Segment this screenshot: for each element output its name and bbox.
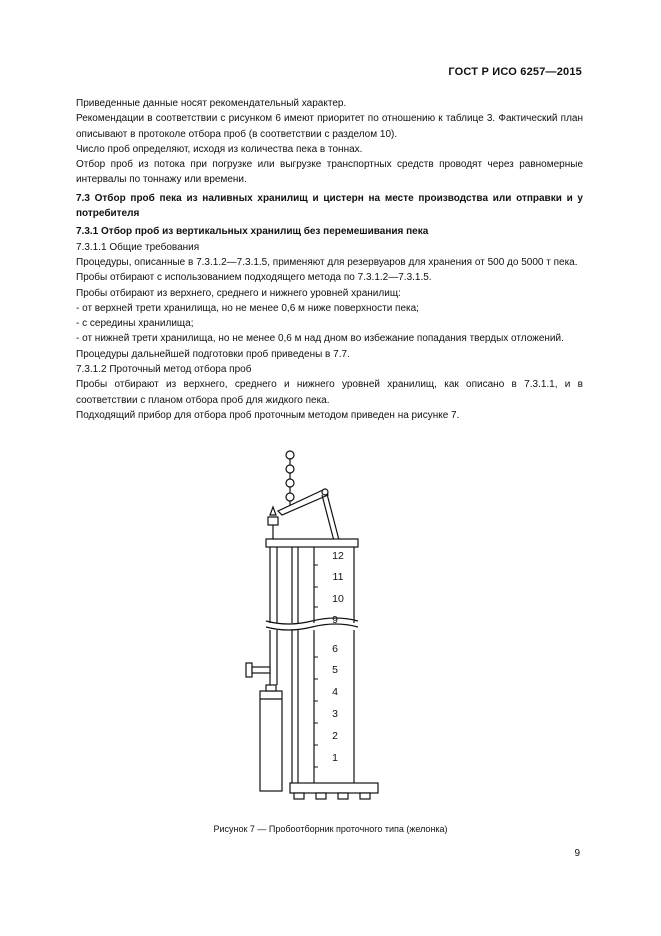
scale-label: 4 (332, 686, 338, 698)
scale-label: 9 (332, 614, 338, 626)
scale-label: 10 (332, 593, 344, 605)
paragraph: Пробы отбирают из верхнего, среднего и нижнего уровней хранилищ: (76, 287, 401, 299)
section-heading-7-3: 7.3 Отбор проб пека из наливных хранилищ и цистерн на месте производства или отправки и у потребителя (76, 192, 583, 220)
sampler-figure (230, 445, 390, 817)
scale-label: 3 (332, 708, 338, 720)
scale-label: 6 (332, 643, 338, 655)
paragraph: Рекомендации в соответствии с рисунком 6 имеют приоритет по отношению к таблице 3. Фактический план описывают в протоколе отбора проб (в соответствии с разделом 10). (76, 113, 583, 140)
chain-bead (286, 465, 294, 473)
list-item: - от нижней трети хранилища, но не менее 0,6 м над дном во избежание попадания твердых отложений. (76, 333, 564, 345)
chain-bead (286, 493, 294, 501)
subsubsection-heading-7-3-1-2: 7.3.1.2 Проточный метод отбора проб (76, 364, 252, 376)
paragraph: Число проб определяют, исходя из количества пека в тоннах. (76, 143, 363, 155)
page-header: ГОСТ Р ИСО 6257—2015 (448, 66, 582, 78)
scale-label: 1 (332, 752, 338, 764)
page-number: 9 (574, 848, 580, 859)
scale-label: 12 (332, 550, 344, 562)
chain-bead (286, 479, 294, 487)
paragraph: Приведенные данные носят рекомендательный характер. (76, 98, 347, 109)
paragraph: Процедуры, описанные в 7.3.1.2—7.3.1.5, применяют для резервуаров для хранения от 500 до 5000 т пека. (76, 256, 578, 268)
figure-caption: Рисунок 7 — Пробоотборник проточного типа (желонка) (213, 824, 448, 834)
paragraph: Процедуры дальнейшей подготовки проб приведены в 7.7. (76, 348, 350, 360)
scale-label: 2 (332, 730, 338, 742)
body-text (76, 96, 583, 423)
paragraph: Отбор проб из потока при погрузке или выгрузке транспортных средств проводят через равномерные интервалы по тоннажу или времени. (76, 159, 583, 186)
list-item: - с середины хранилища; (76, 318, 194, 330)
list-item: - от верхней трети хранилища, но не менее 0,6 м ниже поверхности пека; (76, 302, 419, 314)
subsection-heading-7-3-1: 7.3.1 Отбор проб из вертикальных хранилищ без перемешивания пека (76, 226, 429, 238)
chain-bead (286, 451, 294, 459)
paragraph: Подходящий прибор для отбора проб проточным методом приведен на рисунке 7. (76, 409, 460, 421)
scale-label: 11 (332, 571, 344, 583)
scale-label: 5 (332, 664, 338, 676)
paragraph: Пробы отбирают с использованием подходящего метода по 7.3.1.2—7.3.1.5. (76, 272, 432, 284)
subsubsection-heading-7-3-1-1: 7.3.1.1 Общие требования (76, 241, 200, 253)
paragraph: Пробы отбирают из верхнего, среднего и нижнего уровней хранилищ, как описано в 7.3.1.1, и в соответствии с планом отбора проб для жидкого пека. (76, 379, 583, 406)
